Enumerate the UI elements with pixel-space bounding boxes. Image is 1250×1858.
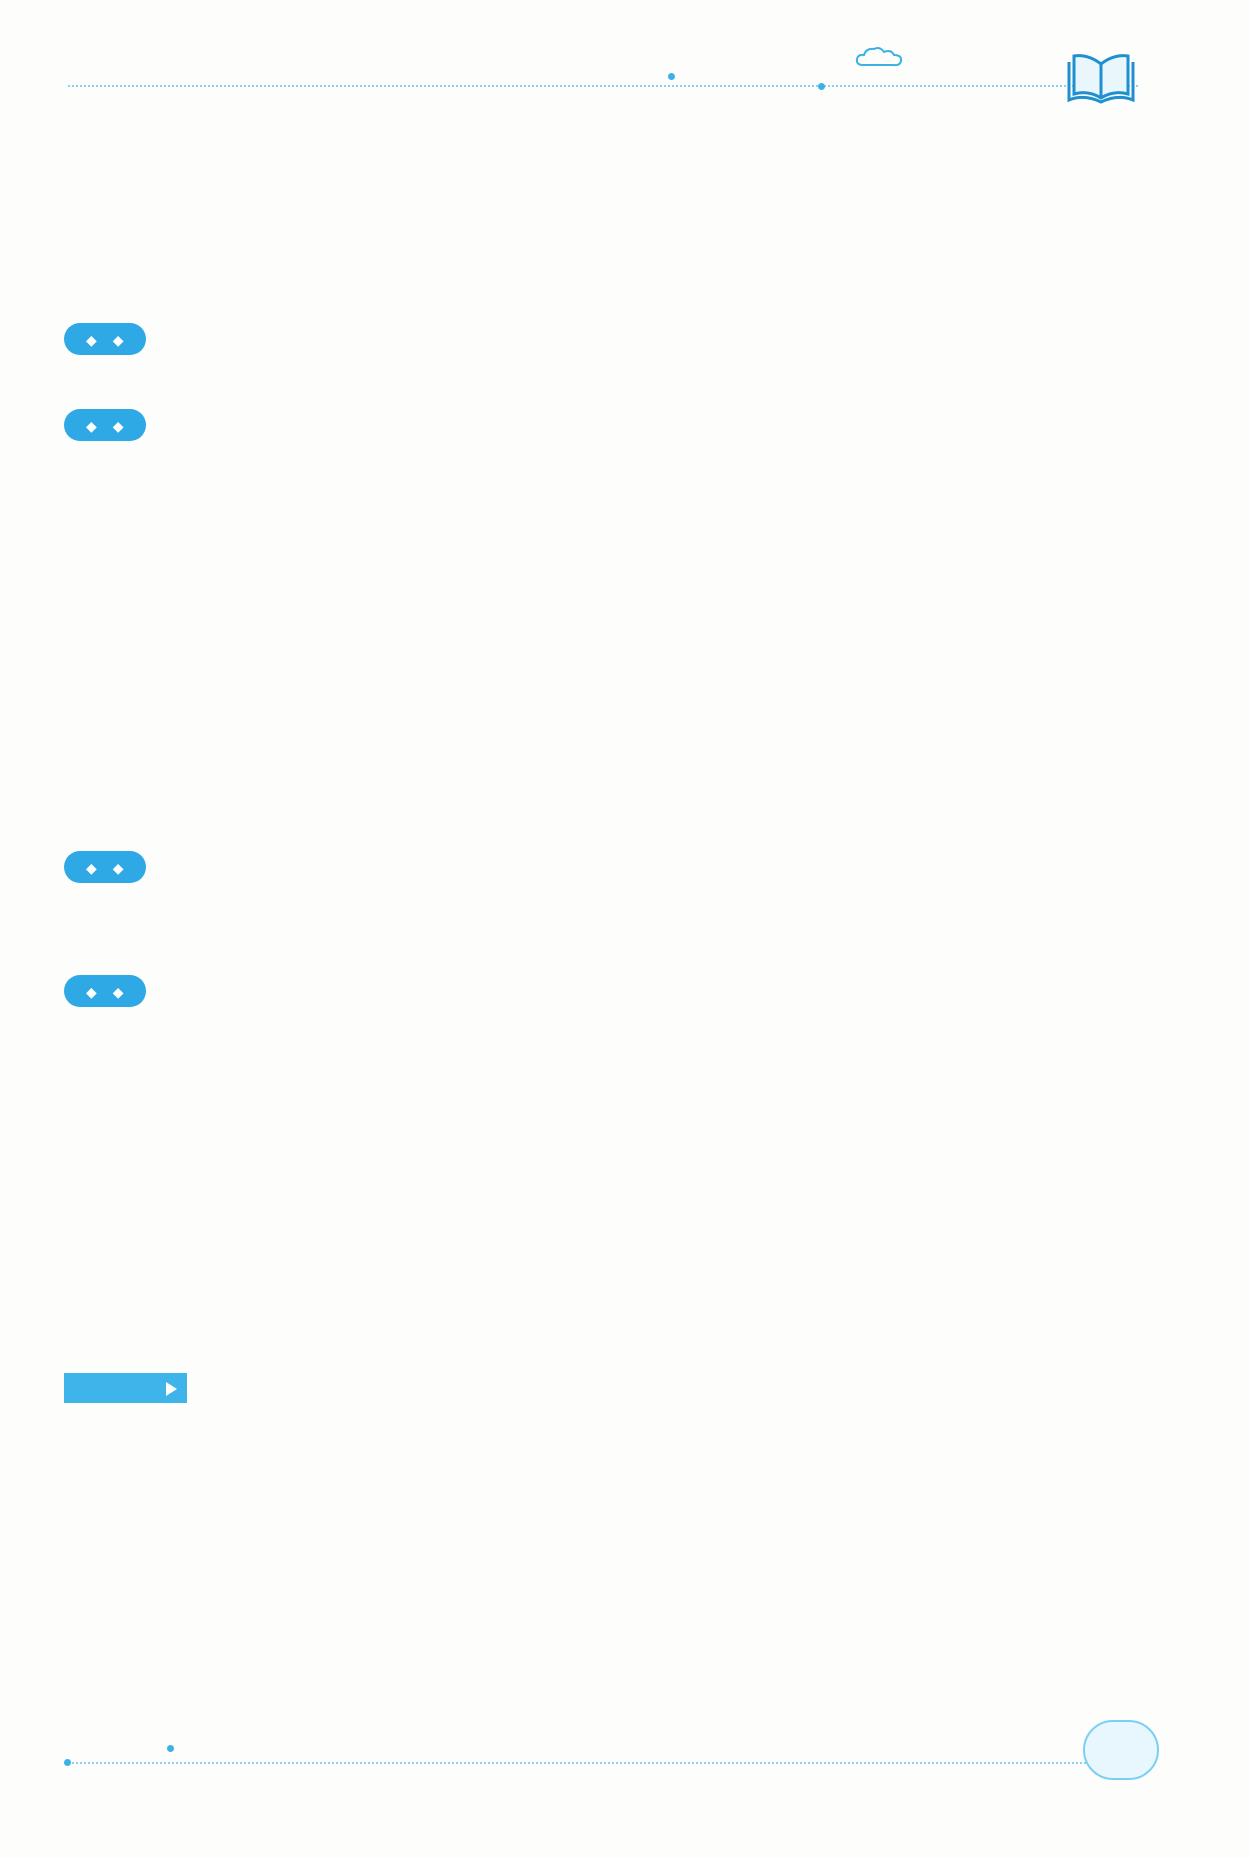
focus-tag: ◆ ◆ xyxy=(64,323,146,355)
footer-dot xyxy=(167,1745,174,1752)
header-dot xyxy=(668,73,675,80)
cloud-icon xyxy=(855,46,903,68)
footer-dot xyxy=(64,1759,71,1766)
task-tag xyxy=(64,1373,187,1403)
practice-tag: ◆ ◆ xyxy=(64,409,146,441)
book-icon xyxy=(1066,50,1136,106)
focus-tag-unit3: ◆ ◆ xyxy=(64,851,146,883)
arrow-right-icon xyxy=(166,1382,177,1396)
header-dotted-line xyxy=(68,85,1138,89)
header-dot xyxy=(818,83,825,90)
page-number xyxy=(1083,1720,1159,1780)
footer-dotted-line xyxy=(64,1762,1134,1764)
practice-tag-unit3: ◆ ◆ xyxy=(64,975,146,1007)
